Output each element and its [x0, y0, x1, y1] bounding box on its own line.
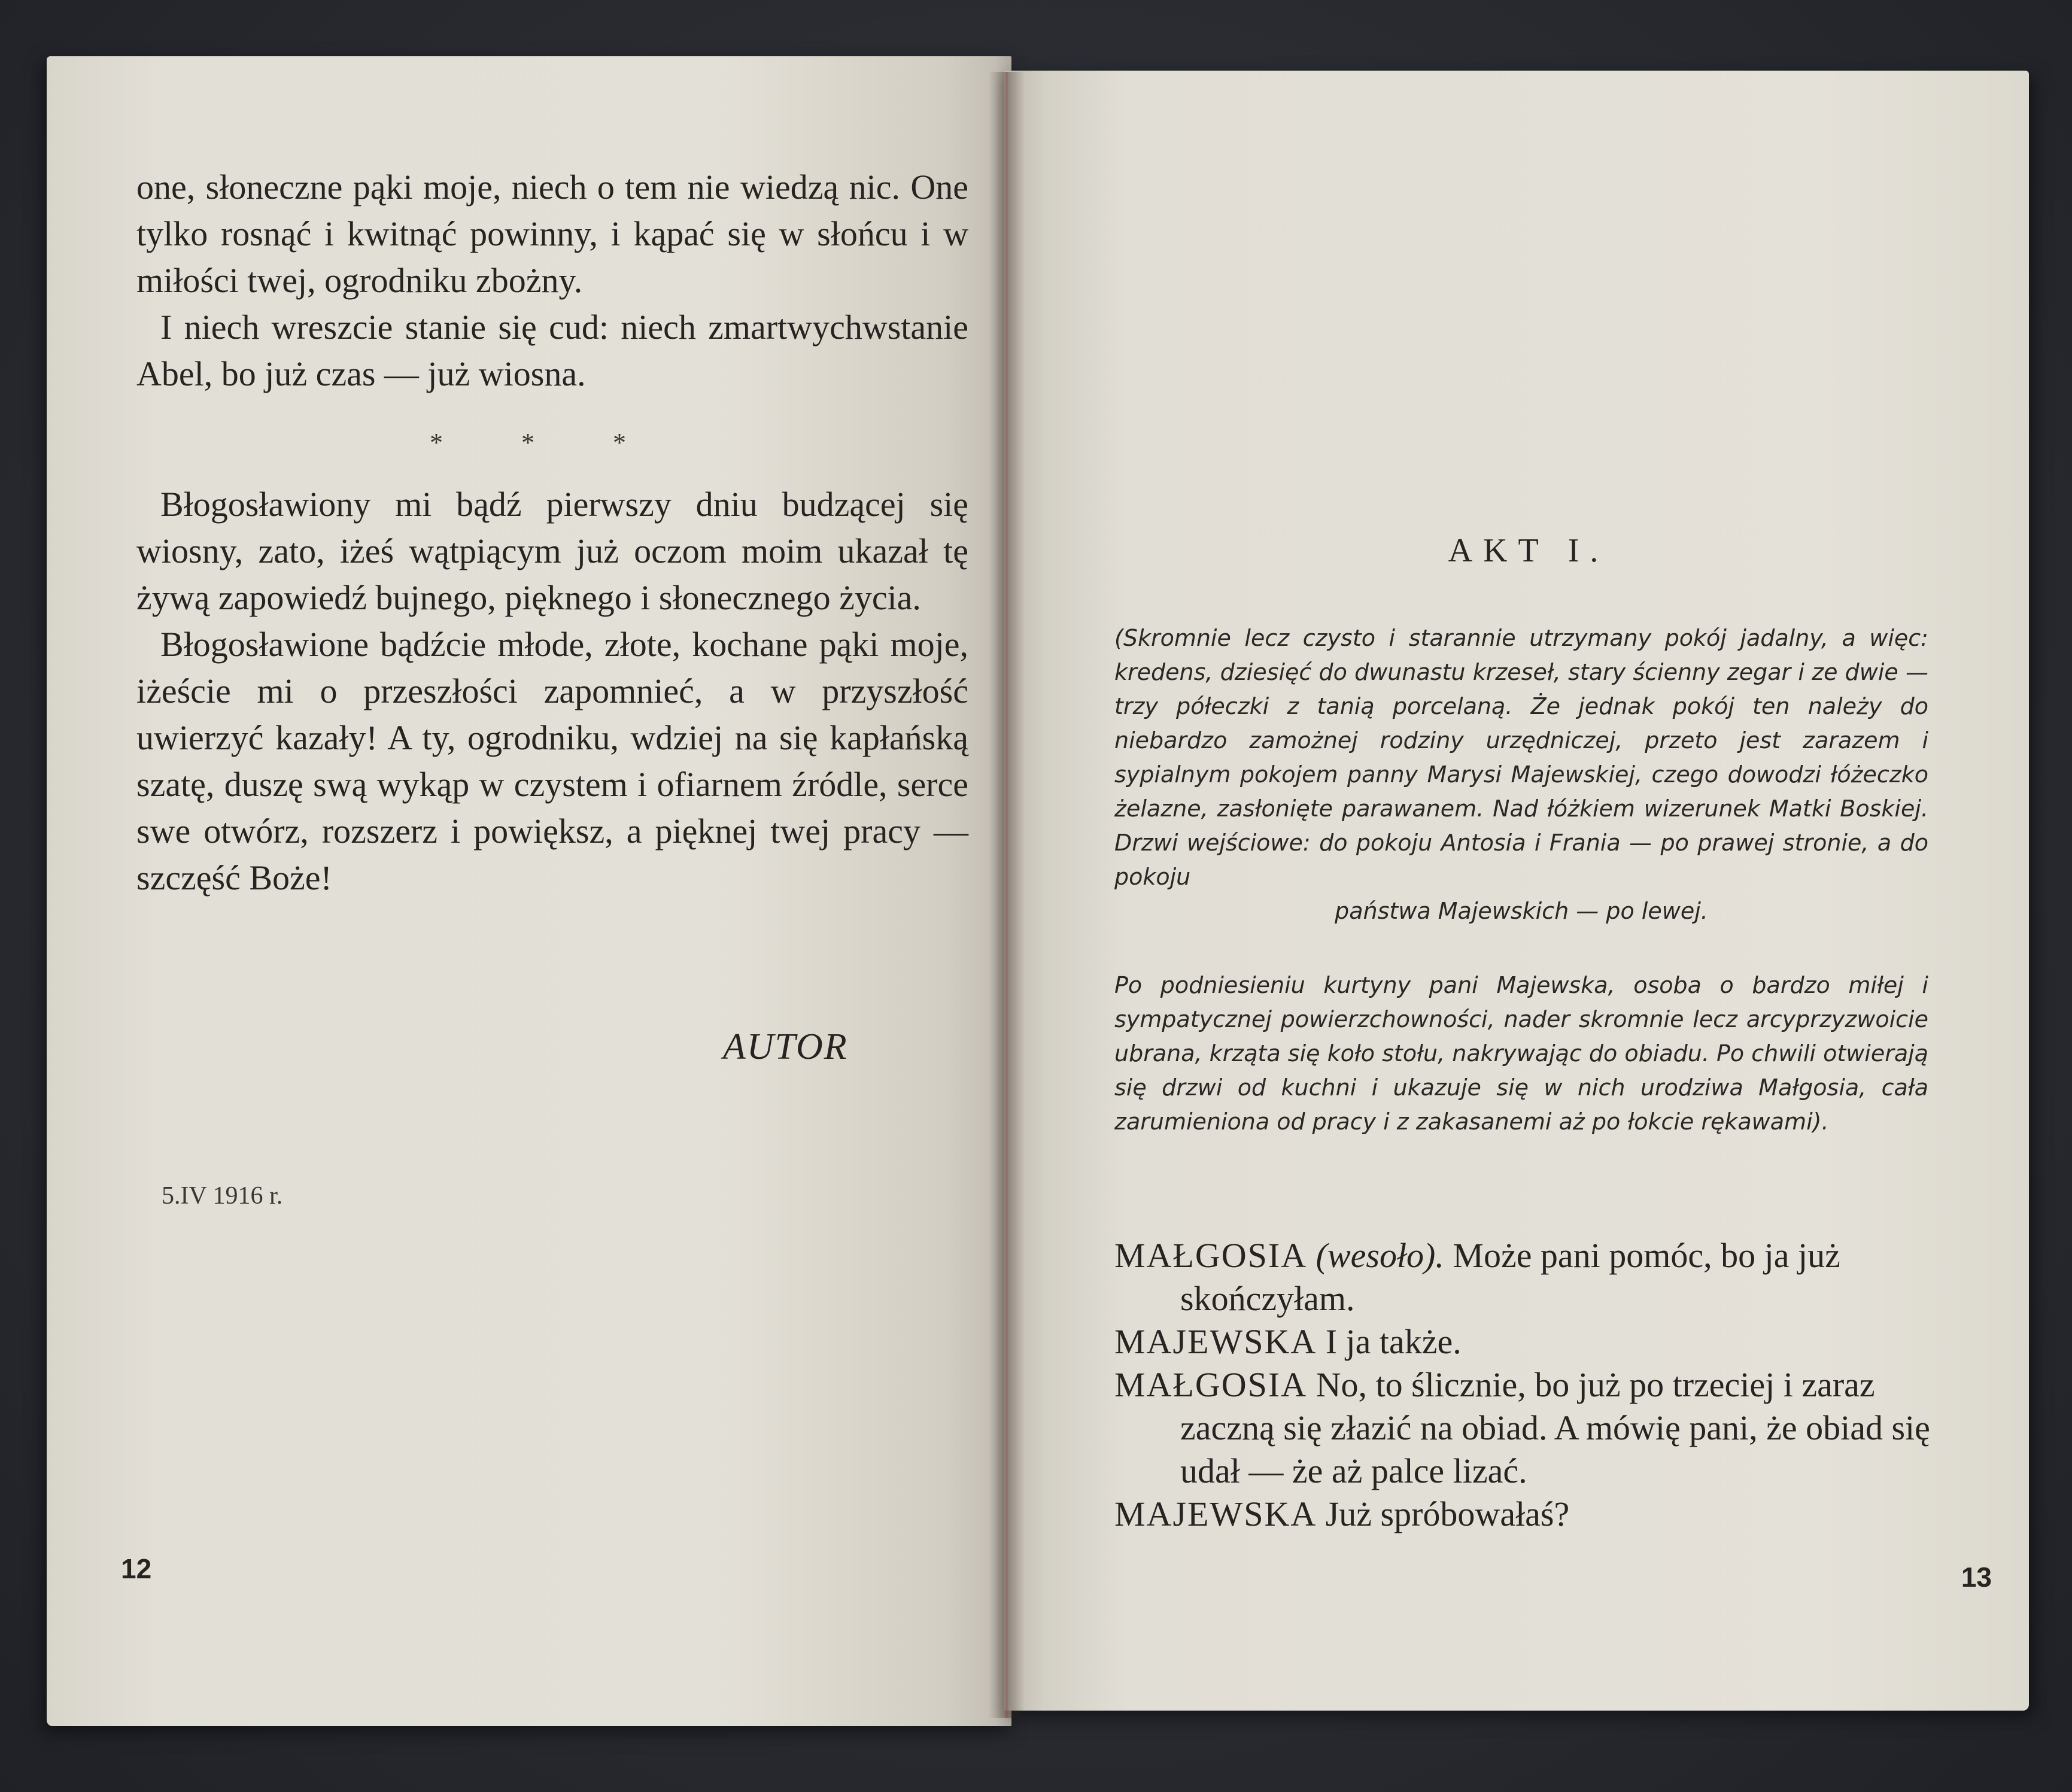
dialogue-line: [1114, 1493, 1940, 1536]
stage-direction-text: (Skromnie lecz czysto i starannie utrzymany pokój jadalny, a więc: kredens, dziesięć do dwunastu krzeseł, stary ścienny zegar i ze dwie — trzy półeczki z tanią porcelaną. Że jednak pokój ten należy do niebardzo zamożnej rodziny urzędniczej, przeto jest zarazem i sypialnym pokojem panny Marysi Majewskiej, czego dowodzi łóżeczko żelazne, zasłonięte parawanem. Nad łóżkiem wizerunek Matki Boskiej. Drzwi wejściowe: do pokoju Antosia i Frania — po prawej stronie, a do pokoju: [1114, 625, 1928, 890]
right-page: [1004, 71, 2029, 1711]
paragraph-4: Błogosławione bądźcie młode, złote, kochane pąki moje, iżeście mi o przeszłości zapomnieć, a w przyszłość uwierzyć kazały! A ty, ogrodniku, wdziej na się kapłańską szatę, duszę swą wykąp w czystem i ofiarnem źródle, serce swe otwórz, rozszerz i powiększ, a pięknej twej pracy — szczęść Boże!: [136, 625, 968, 897]
book-gutter: [989, 72, 1025, 1718]
paragraph-1: one, słoneczne pąki moje, niech o tem nie wiedzą nic. One tylko rosnąć i kwitnąć powinny, i kąpać się w słońcu i w miłości twej, ogrodniku zbożny.: [136, 168, 968, 300]
page-number-right: 13: [1961, 1562, 1992, 1593]
dialogue-text: Już spróbowałaś?: [1325, 1495, 1570, 1533]
dialogue-line: [1114, 1363, 1940, 1493]
dialogue-text: Może pani pomóc, bo ja już skończyłam.: [1180, 1236, 1840, 1318]
stage-direction-end: państwa Majewskich — po lewej.: [1335, 898, 1708, 924]
left-text-top: [136, 164, 968, 397]
left-page: [47, 56, 1011, 1726]
stage-direction-setting: [1114, 621, 1928, 928]
stage-direction-opening: Po podniesieniu kurtyny pani Majewska, osoba o bardzo miłej i sympatycznej powierzchowności, nader skromnie lecz arcyprzyzwoicie ubrana, krząta się koło stołu, nakrywając do obiadu. Po chwili otwierają się drzwi od kuchni i ukazuje się w nich urodziwa Małgosia, cała zarumieniona od pracy i z zakasanemi aż po łokcie rękawami).: [1114, 972, 1928, 1135]
speaker-name: MAJEWSKA: [1114, 1322, 1317, 1361]
author-signature: AUTOR: [723, 1026, 848, 1067]
paragraph-3: Błogosławiony mi bądź pierwszy dniu budzącej się wiosny, zato, iżeś wątpiącym już oczom moim ukazał tę żywą zapowiedź bujnego, pięknego i słonecznego życia.: [136, 485, 968, 617]
dialogue-line: [1114, 1234, 1940, 1320]
speaker-name: MAŁGOSIA: [1114, 1236, 1308, 1275]
left-text-bottom: [136, 481, 968, 901]
speaker-name: MAŁGOSIA: [1114, 1365, 1308, 1404]
dialogue-text: I ja także.: [1325, 1322, 1462, 1361]
speaker-direction: (wesoło).: [1315, 1236, 1444, 1275]
page-number-left: 12: [121, 1553, 152, 1584]
dialogue-line: [1114, 1320, 1940, 1363]
dialogue: [1114, 1234, 1940, 1536]
section-separator: * * *: [430, 428, 662, 457]
date-line: 5.IV 1916 r.: [162, 1182, 283, 1210]
dialogue-text: No, to ślicznie, bo już po trzeciej i zaraz zaczną się złazić na obiad. A mówię pani, że obiad się udał — że aż palce lizać.: [1180, 1365, 1930, 1490]
act-title: AKT I.: [1448, 532, 1609, 569]
paragraph-2: I niech wreszcie stanie się cud: niech zmartwychwstanie Abel, bo już czas — już wiosna.: [136, 308, 968, 393]
speaker-name: MAJEWSKA: [1114, 1495, 1317, 1533]
